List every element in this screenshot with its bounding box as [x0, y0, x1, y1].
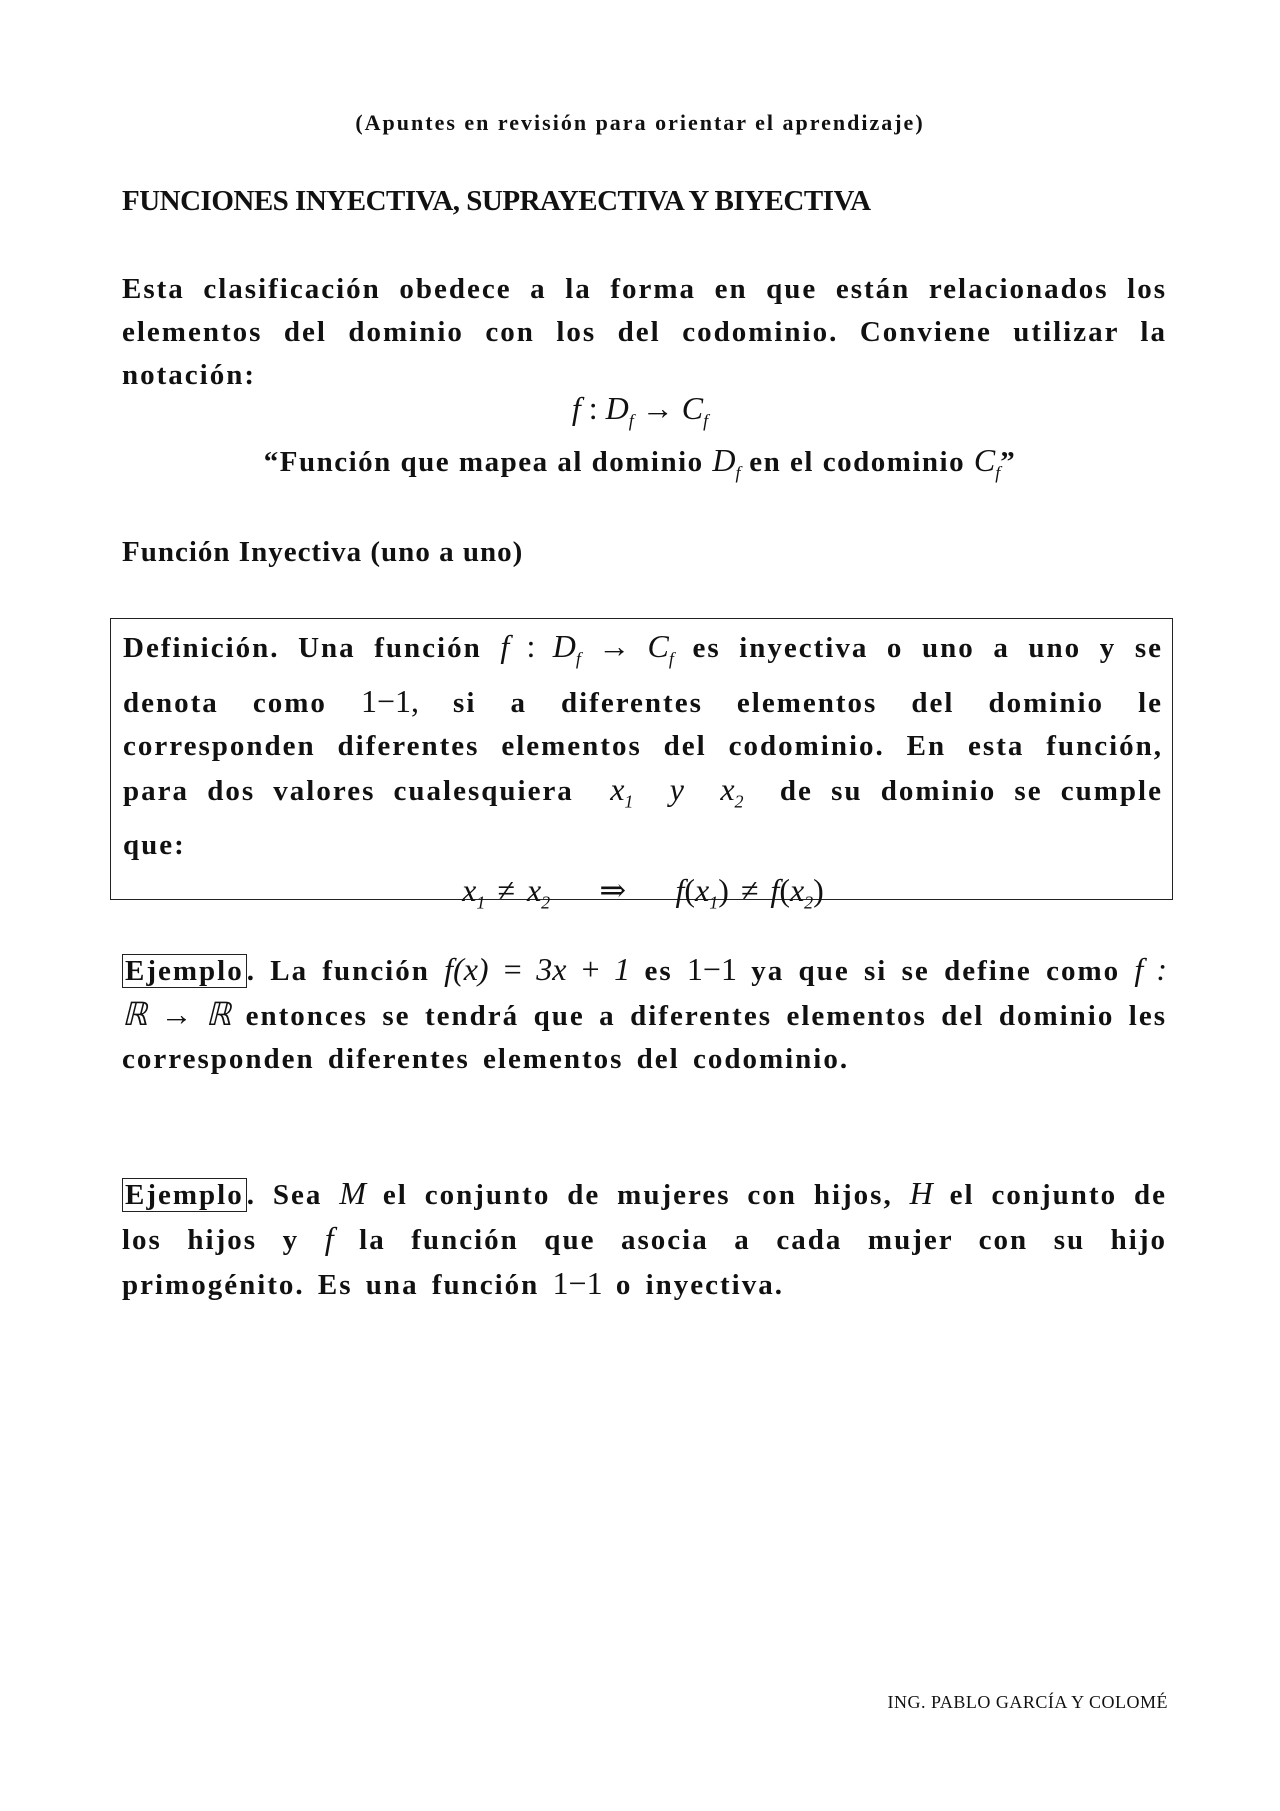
set-M: M [339, 1175, 366, 1211]
definition-box [110, 618, 1173, 913]
quote-part1: “Función que mapea al dominio [263, 446, 704, 478]
quote-part3: ” [1000, 446, 1017, 478]
example-2-text3: el conjunto de los hijos y [122, 1179, 1167, 1256]
example-1-text3: ya que si se define como [751, 955, 1121, 987]
definition-text3: si a diferentes elementos del dominio le corresponden diferentes elementos del codominio. En esta función, para dos valores cualesquiera [123, 687, 1164, 808]
example-2 [122, 1172, 1167, 1307]
set-H: H [909, 1175, 933, 1211]
notation-formula: f : $D_f \to C_f$ [571, 390, 709, 431]
example-1-text4: entonces se tendrá que a diferentes elementos del dominio les corresponden diferentes elementos del codominio. [122, 1000, 1168, 1075]
example-1-text1: . La función [246, 955, 430, 987]
intro-paragraph: Esta clasificación obedece a la forma en que están relacionados los elementos del dominio con los del codominio. Conviene utilizar la notación: [122, 273, 1167, 391]
example-1-formula: f(x) = 3x + 1 [444, 951, 631, 987]
example-1 [122, 948, 1167, 1081]
header-note: (Apuntes en revisión para orientar el aprendizaje) [355, 110, 925, 135]
definition-text2: es inyectiva o uno a uno y se denota como [123, 632, 1163, 720]
injective-condition-formula: $x_1 \ne x_2$ ⇒ $f(x_1) \ne f(x_2)$ [462, 871, 824, 913]
notation-quote: “Función que mapea al dominio $D_f$ en el codominio $C_f$” [263, 442, 1017, 483]
definition-text4: de su dominio se cumple que: [123, 775, 1163, 861]
function-f: f [324, 1220, 334, 1256]
example-2-label: Ejemplo [122, 1178, 247, 1212]
definition-text1: Una función [298, 632, 482, 664]
definition-label: Definición. [123, 632, 280, 664]
example-1-one-to-one: 1−1 [686, 951, 737, 987]
author-footer: ING. PABLO GARCÍA Y COLOMÉ [887, 1692, 1168, 1712]
quote-part2: en el codominio [749, 446, 966, 478]
example-2-text5: o inyectiva. [615, 1269, 784, 1301]
example-2-text1: . Sea [246, 1179, 323, 1211]
example-2-text2: el conjunto de mujeres con hijos, [382, 1179, 893, 1211]
one-to-one-notation: 1−1, [360, 683, 419, 720]
and-symbol: y [669, 771, 684, 808]
example-1-mapping: f : ℝ → ℝ [122, 951, 1168, 1032]
example-1-label: Ejemplo [122, 954, 247, 988]
example-1-text2: es [644, 955, 673, 987]
definition-text: Definición. Una función f : $D_f \to C_f$ es inyectiva o uno a uno y se denota como 1−1, si a diferentes elementos del dominio le corresponden diferentes elementos del codominio. En esta función, para dos valores cualesquiera $x_1$ y $x_2$ de su dominio se cumple que: $x_1 \ne x_2$ ⇒ $f(x_1) \ne f(x_2)$ [123, 625, 1163, 924]
page-title: FUNCIONES INYECTIVA, SUPRAYECTIVA Y BIYECTIVA [122, 185, 871, 217]
example-2-text4: la función que asocia a cada mujer con su hijo primogénito. Es una función [122, 1224, 1168, 1301]
example-2-one-to-one: 1−1 [552, 1265, 603, 1301]
section-subtitle: Función Inyectiva (uno a uno) [122, 536, 524, 568]
